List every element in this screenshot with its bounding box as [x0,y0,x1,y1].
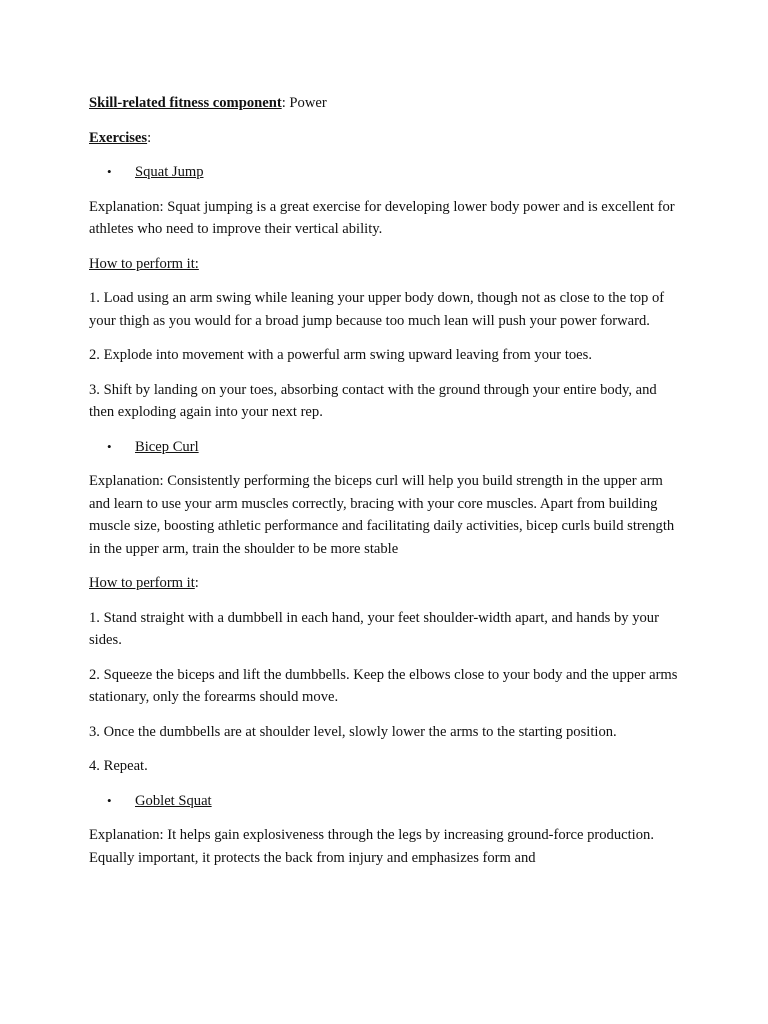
step-item: 1. Stand straight with a dumbbell in each hand, your feet shoulder-width apart, and hands by your sides. [89,609,659,648]
how-to-separator: : [194,575,199,591]
exercise-title: Bicep Curl [135,438,199,455]
exercise-bullet-squat-jump [89,161,685,184]
exercise-explanation: Explanation: It helps gain explosiveness through the legs by increasing ground-force production. Equally important, it protects the back from injury and emphasizes form and [89,827,654,866]
exercise-bullet-bicep-curl [89,436,685,459]
step-item: 3. Shift by landing on your toes, absorbing contact with the ground through your entire body, and then exploding again into your next rep. [89,381,657,420]
exercise-explanation: Explanation: Squat jumping is a great exercise for developing lower body power and is excellent for athletes who need to improve their vertical ability. [89,198,675,237]
step-item: 3. Once the dumbbells are at shoulder level, slowly lower the arms to the starting position. [89,723,617,740]
how-to-heading [89,253,685,276]
bullet-icon: • [107,438,112,454]
step-item: 2. Explode into movement with a powerful arm swing upward leaving from your toes. [89,347,592,363]
step-item: 4. Repeat. [89,758,148,774]
component-heading [89,92,685,115]
how-to-heading [89,572,685,595]
exercises-heading [89,127,685,150]
exercises-label: Exercises [89,129,148,146]
bullet-icon: • [107,164,112,179]
component-label: Skill-related fitness component [89,95,282,111]
component-separator: : [281,95,290,111]
exercise-title: Goblet Squat [135,792,212,809]
document-page [89,92,685,881]
component-value: Power [289,95,327,111]
exercise-explanation: Explanation: Consistently performing the biceps curl will help you build strength in the upper arm and learn to use your arm muscles correctly, bracing with your core muscles. Apart from building muscle size, boosting athletic performance and facilitating daily activities, bicep curls build strength in the upper arm, train the shoulder to be more stable [89,473,675,557]
how-to-label: How to perform it [89,575,195,591]
step-item: 2. Squeeze the biceps and lift the dumbbells. Keep the elbows close to your body and the upper arms stationary, only the forearms should move. [89,666,678,705]
bullet-icon: • [107,792,112,808]
exercise-title: Squat Jump [135,164,204,180]
step-item: 1. Load using an arm swing while leaning your upper body down, though not as close to the top of your thigh as you would for a broad jump because too much lean will push your power forward. [89,290,665,329]
exercises-separator: : [147,129,152,146]
how-to-label: How to perform it: [89,255,199,272]
exercise-bullet-goblet-squat [89,790,685,813]
